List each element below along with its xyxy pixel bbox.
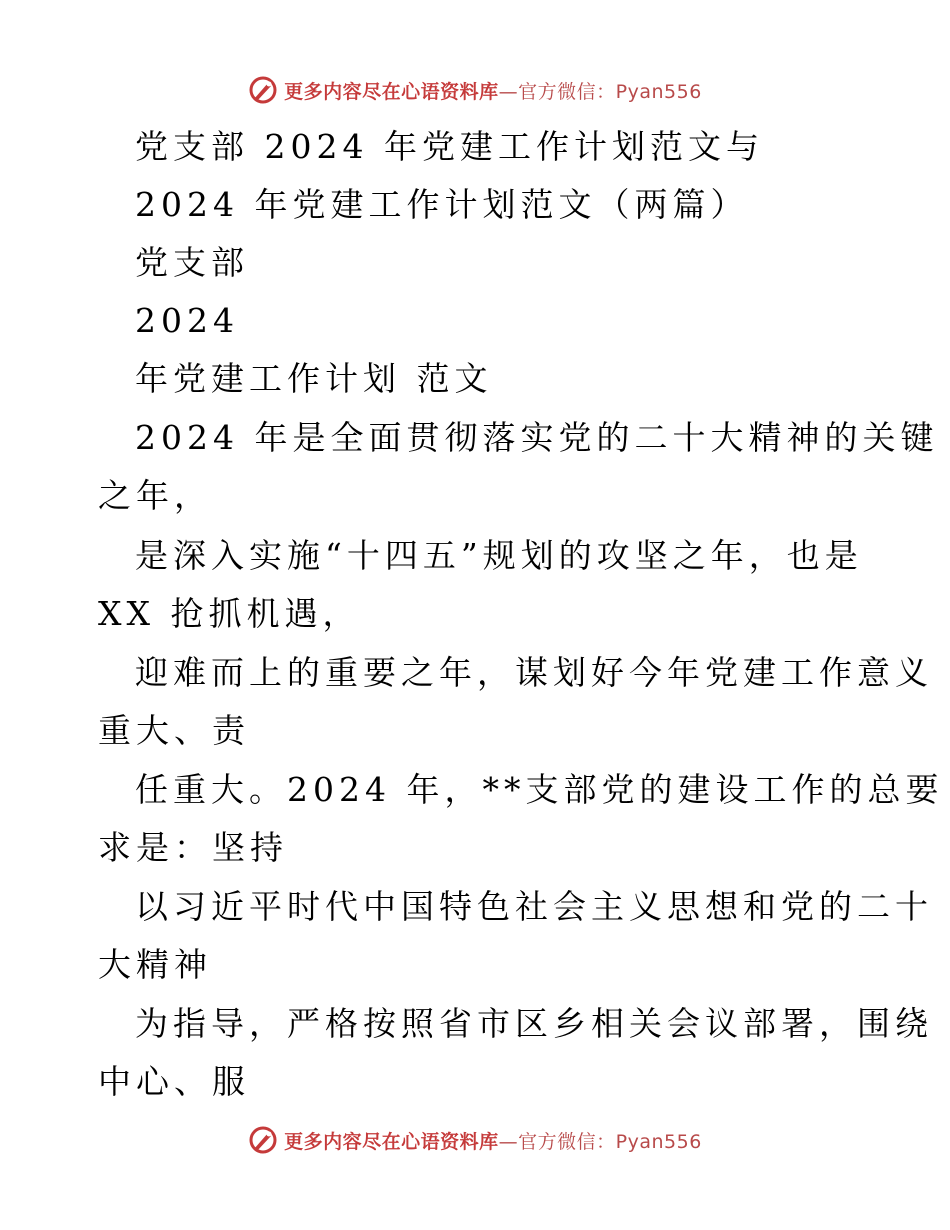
body-line: 重大、责	[98, 711, 250, 750]
pen-logo-icon	[248, 75, 278, 105]
body-line: 中心、服	[98, 1062, 250, 1101]
heading-line-3: 年党建工作计划 范文	[135, 359, 493, 398]
watermark-sub: —官方微信：Pyan556	[498, 80, 702, 103]
watermark-main: 更多内容尽在心语资料库	[284, 1130, 499, 1153]
body-line: 大精神	[98, 945, 212, 984]
watermark-main: 更多内容尽在心语资料库	[284, 80, 499, 103]
body-line: 以习近平时代中国特色社会主义思想和党的二十	[135, 887, 933, 926]
body-line: 之年，	[98, 476, 212, 515]
watermark-text	[284, 1127, 702, 1154]
heading-line-2: 2024	[135, 301, 239, 340]
watermark-sub: —官方微信：Pyan556	[498, 1130, 702, 1153]
title-line-1: 党支部 2024 年党建工作计划范文与	[135, 127, 764, 166]
body-line: 2024 年是全面贯彻落实党的二十大精神的关键	[135, 418, 939, 457]
body-line: 是深入实施“十四五”规划的攻坚之年，也是	[135, 536, 863, 575]
body-line: 任重大。2024 年，**支部党的建设工作的总要	[135, 770, 944, 809]
heading-line-1: 党支部	[135, 243, 249, 282]
title-line-2: 2024 年党建工作计划范文（两篇）	[135, 185, 749, 224]
body-line: 为指导，严格按照省市区乡相关会议部署，围绕	[135, 1004, 933, 1043]
body-line: XX 抢抓机遇，	[98, 594, 361, 633]
watermark-text	[284, 77, 702, 104]
header-watermark-banner	[0, 70, 950, 110]
pen-logo-icon	[248, 1125, 278, 1155]
body-line: 迎难而上的重要之年，谋划好今年党建工作意义	[135, 653, 933, 692]
footer-watermark-banner	[0, 1120, 950, 1160]
body-line: 求是：坚持	[98, 828, 288, 867]
